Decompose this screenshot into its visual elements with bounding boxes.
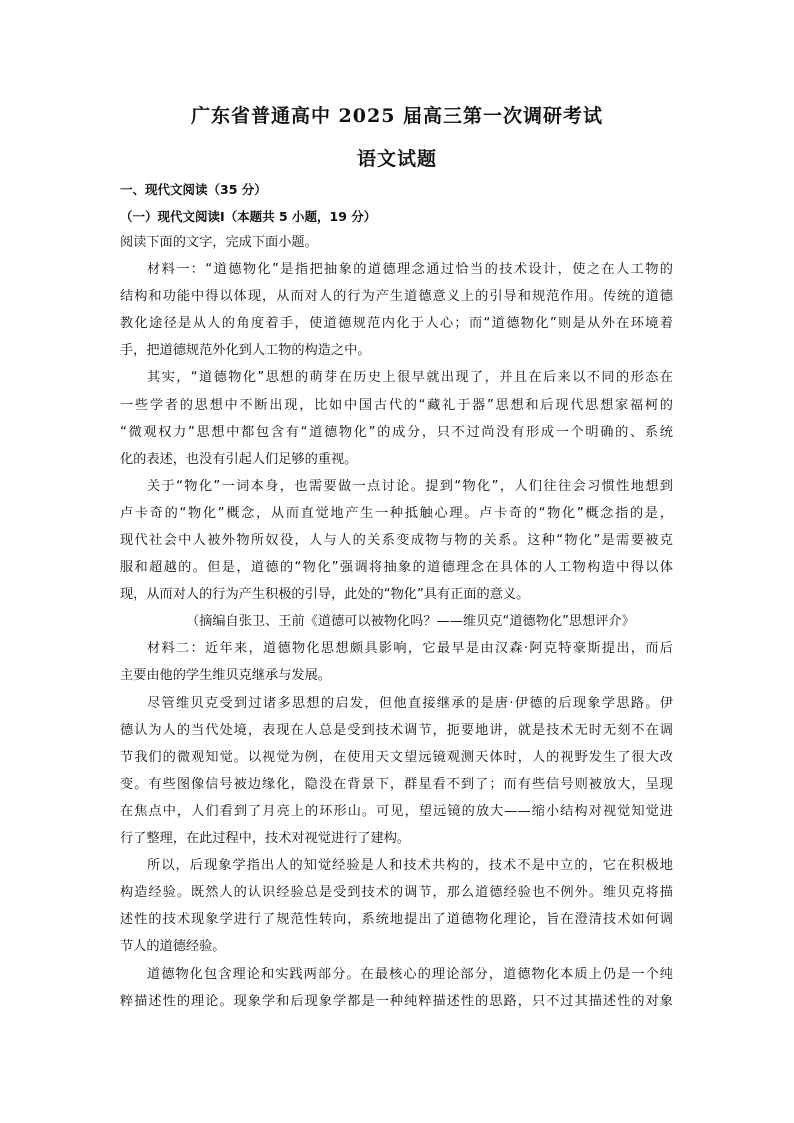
text-line: 教化途径是从人的角度着手，使道德规范内化于人心；而“道德物化”则是从外在环境着 [120, 316, 673, 331]
text-line: 变。有些图像信号被边缘化，隐没在背景下，群星看不到了；而有些信号则被放大，呈现 [120, 777, 673, 792]
subsection-heading: （一）现代文阅读Ⅰ（本题共 5 小题，19 分） [120, 209, 377, 224]
text-line: 节我们的微观知觉。以视觉为例，在使用天文望远镜观测天体时，人的视野发生了很大改 [120, 750, 673, 765]
text-line: 述性的技术现象学进行了规范性转向，系统地提出了道德物化理论，旨在澄清技术如何调 [120, 912, 673, 927]
text-line: 现代社会中人被外物所奴役，人与人的关系变成物与物的关系。这种“物化”是需要被克 [120, 533, 673, 548]
text-line: 粹描述性的理论。现象学和后现象学都是一种纯粹描述性的思路，只不过其描述性的对象 [120, 994, 673, 1009]
text-line: 节人的道德经验。 [120, 939, 226, 954]
text-line: 服和超越的。但是，道德的“物化”强调将抽象的道德理念在具体的人工物构造中得以体 [120, 560, 673, 575]
text-line: 手，把道德规范外化到人工物的构造之中。 [120, 343, 371, 358]
text-line: 道德物化包含理论和实践两部分。在最核心的理论部分，道德物化本质上仍是一个纯 [147, 967, 673, 982]
text-line: 阅读下面的文字，完成下面小题。 [120, 235, 318, 250]
text-line: 现，从而对人的行为产生积极的引导，此处的“物化”具有正面的意义。 [120, 587, 530, 602]
text-line: 尽管维贝克受到过诸多思想的启发，但他直接继承的是唐·伊德的后现象学思路。伊 [147, 696, 673, 711]
section-heading: 一、现代文阅读（35 分） [120, 182, 267, 197]
text-line: 材料二：近年来，道德物化思想颇具影响，它最早是由汉森·阿克特豪斯提出，而后 [147, 641, 673, 656]
text-line: 主要由他的学生维贝克继承与发展。 [120, 668, 331, 683]
text-line: 化的表述，也没有引起人们足够的重视。 [120, 452, 358, 467]
text-line: 一些学者的思想中不断出现，比如中国古代的“藏礼于器”思想和后现代思想家福柯的 [120, 398, 673, 413]
text-line: 德认为人的当代处境，表现在人总是受到技术调节，扼要地讲，就是技术无时无刻不在调 [120, 723, 673, 738]
text-line: 所以，后现象学指出人的知觉经验是人和技术共构的，技术不是中立的，它在积极地 [147, 858, 673, 873]
text-line: 构造经验。既然人的认识经验总是受到技术的调节，那么道德经验也不例外。维贝克将描 [120, 885, 673, 900]
exam-subtitle: 语文试题 [356, 148, 437, 170]
text-line: 其实，“道德物化”思想的萌芽在历史上很早就出现了，并且在后来以不同的形态在 [147, 370, 673, 385]
text-line: 材料一：“道德物化”是指把抽象的道德理念通过恰当的技术设计，使之在人工物的 [147, 262, 673, 277]
text-line: 行了整理，在此过程中，技术对视觉进行了建构。 [120, 831, 411, 846]
exam-title: 广东省普通高中 2025 届高三第一次调研考试 [190, 105, 604, 127]
text-line: 结构和功能中得以体现，从而对人的行为产生道德意义上的引导和规范作用。传统的道德 [120, 289, 673, 304]
text-line: 在焦点中，人们看到了月亮上的环形山。可见，望远镜的放大——缩小结构对视觉知觉进 [120, 804, 673, 819]
text-line: 关于“物化”一词本身，也需要做一点讨论。提到“物化”，人们往往会习惯性地想到 [147, 479, 673, 494]
text-line: “微观权力”思想中都包含有“道德物化”的成分，只不过尚没有形成一个明确的、系统 [120, 425, 673, 440]
source-citation: （摘编自张卫、王前《道德可以被物化吗？——维贝克“道德物化”思想评介》 [186, 614, 635, 629]
text-line: 卢卡奇的“物化”概念，从而直觉地产生一种抵触心理。卢卡奇的“物化”概念指的是， [120, 506, 673, 521]
